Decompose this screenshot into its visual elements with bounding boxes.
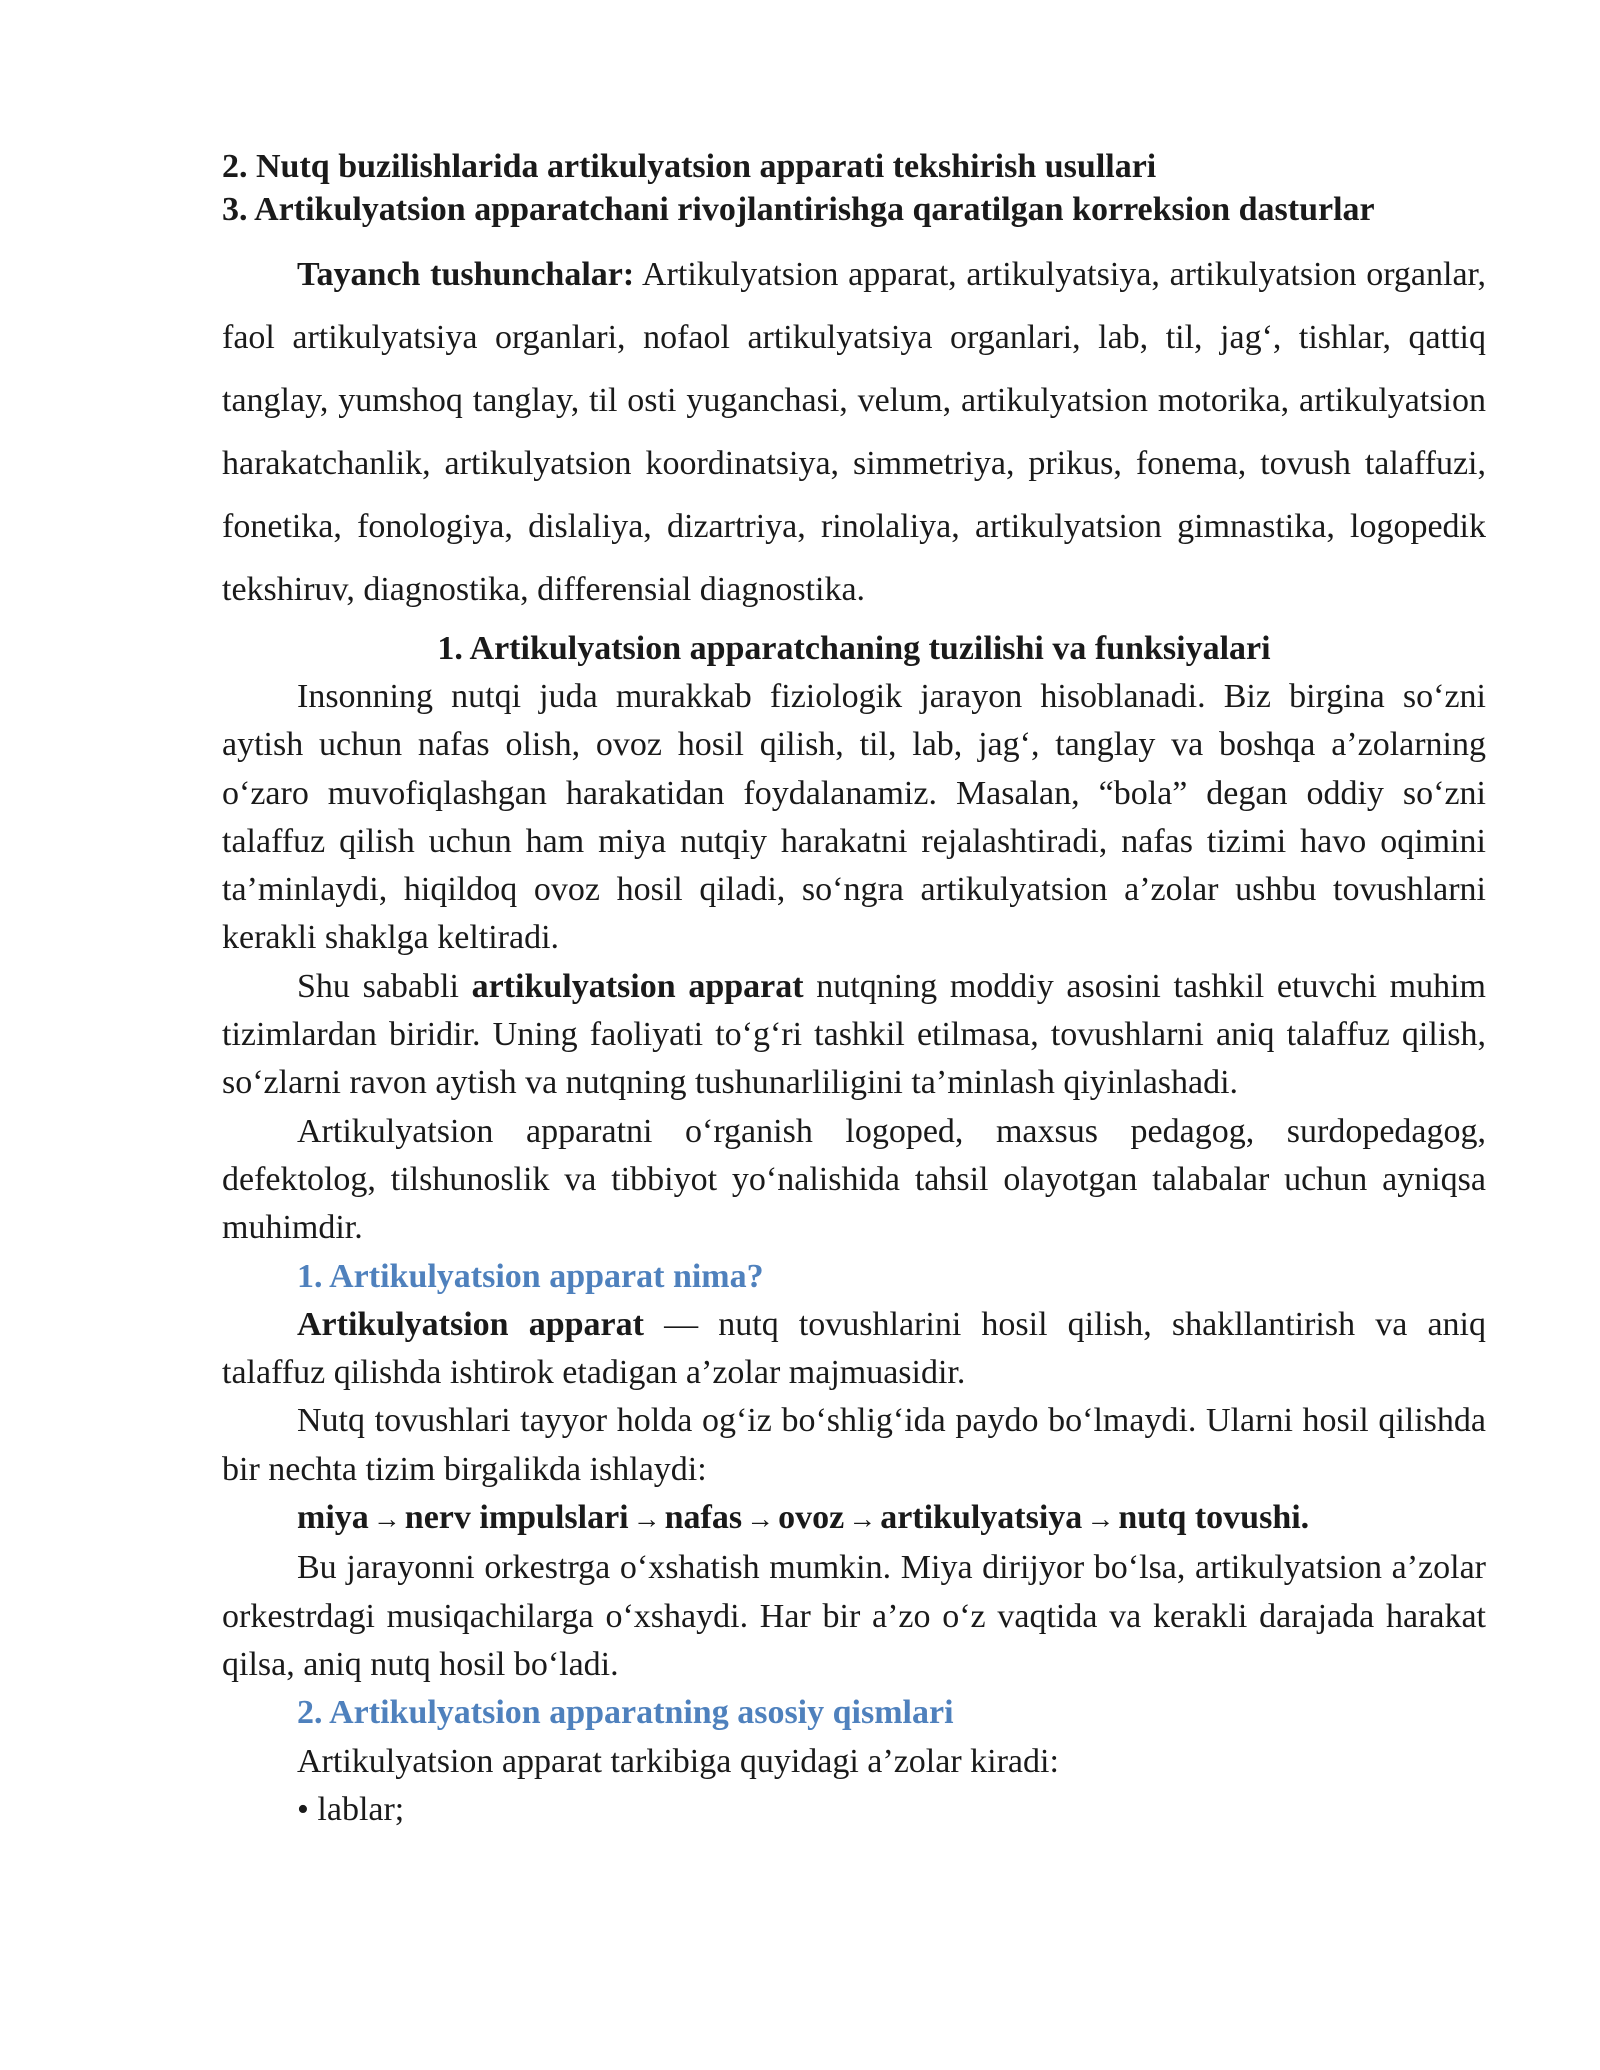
arrow-right-icon: → bbox=[1086, 1504, 1115, 1536]
arrow-right-icon: → bbox=[632, 1504, 661, 1536]
importance-after: nutqning moddiy asosini tashkil etuvchi muhim tizimlardan biridir. Uning faoliyati to‘g‘ri tashkil etilmasa, tovushlarni aniq talaffuz qilish, so‘zlarni ravon aytish va nutqning tushunarliligini ta’minlash qiyinlashadi. bbox=[222, 967, 1487, 1102]
subheading-main-parts: 2. Artikulyatsion apparatning asosiy qismlari bbox=[297, 1694, 954, 1732]
audience-paragraph: Artikulyatsion apparatni o‘rganish logoped, maxsus pedagog, surdopedagog, defektolog, tilshunoslik va tibbiyot yo‘nalishida tahsil olayotgan talabalar uchun ayniqsa muhimdir. bbox=[222, 1112, 1486, 1247]
subheading-what-is: 1. Artikulyatsion apparat nima? bbox=[297, 1257, 764, 1295]
section-heading: 1. Artikulyatsion apparatchaning tuzilishi va funksiyalari bbox=[437, 630, 1271, 667]
flow-step: nerv impulslari bbox=[404, 1499, 629, 1537]
keywords-text: Artikulyatsion apparat, artikulyatsiya, artikulyatsion organlar, faol artikulyatsiya organlari, nofaol artikulyatsiya organlari, lab, til, jag‘, tishlar, qattiq tanglay, yumshoq tanglay, til osti yuganchasi, velum, artikulyatsion motorika, artikulyatsion harakatchanlik, artikulyatsion koordinatsiya, simmetriya, prikus, fonema, tovush talaffuzi, fonetika, fonologiya, dislaliya, dizartriya, rinolaliya, artikulyatsion gimnastika, logopedik tekshiruv, diagnostika, differensial diagnostika. bbox=[222, 256, 1487, 608]
flow-step: miya bbox=[297, 1499, 369, 1537]
definition-text: — nutq tovushlarini hosil qilish, shakllantirish va aniq talaffuz qilishda ishtirok etadigan a’zolar majmuasidir. bbox=[222, 1305, 1486, 1392]
parts-intro-paragraph: Artikulyatsion apparat tarkibiga quyidagi a’zolar kiradi: bbox=[297, 1742, 1059, 1780]
arrow-right-icon: → bbox=[372, 1504, 401, 1536]
plan-item-3: 3. Artikulyatsion apparatchani rivojlantirishga qaratilgan korreksion dasturlar bbox=[222, 191, 1375, 228]
importance-bold-term: artikulyatsion apparat bbox=[471, 967, 804, 1005]
intro-paragraph: Insonning nutqi juda murakkab fiziologik jarayon hisoblanadi. Biz birgina so‘zni aytish uchun nafas olish, ovoz hosil qilish, til, lab, jag‘, tanglay va boshqa a’zolarning o‘zaro muvofiqlashgan harakatidan foydalanamiz. Masalan, “bola” degan oddiy so‘zni talaffuz qilish uchun ham miya nutqiy harakatni rejalashtiradi, nafas tizimi havo oqimini ta’minlaydi, hiqildoq ovoz hosil qiladi, so‘ngra artikulyatsion a’zolar ushbu tovushlarni kerakli shaklga keltiradi. bbox=[222, 678, 1486, 957]
flow-step: nafas bbox=[664, 1499, 743, 1537]
keywords-label: Tayanch tushunchalar: bbox=[297, 256, 635, 293]
flow-step: nutq tovushi. bbox=[1118, 1499, 1310, 1537]
plan-item-2: 2. Nutq buzilishlarida artikulyatsion apparati tekshirish usullari bbox=[222, 148, 1157, 185]
arrow-right-icon: → bbox=[746, 1504, 775, 1536]
importance-before: Shu sababli bbox=[297, 967, 472, 1005]
flow-step: artikulyatsiya bbox=[880, 1499, 1083, 1537]
keywords-paragraph bbox=[222, 243, 1486, 621]
document-page bbox=[222, 145, 1486, 1834]
flow-step: ovoz bbox=[778, 1499, 845, 1537]
orchestra-paragraph: Bu jarayonni orkestrga o‘xshatish mumkin. Miya dirijyor bo‘lsa, artikulyatsion a’zolar orkestrdagi musiqachilarga o‘xshaydi. Har bir a’zo o‘z vaqtida va kerakli darajada harakat qilsa, aniq nutq hosil bo‘ladi. bbox=[222, 1549, 1486, 1683]
definition-term: Artikulyatsion apparat bbox=[297, 1305, 644, 1343]
list-item: • lablar; bbox=[297, 1790, 405, 1828]
importance-paragraph bbox=[222, 963, 1486, 1108]
speech-flow-chain bbox=[222, 1494, 1486, 1544]
systems-paragraph: Nutq tovushlari tayyor holda og‘iz bo‘shlig‘ida paydo bo‘lmaydi. Ularni hosil qilishda bir nechta tizim birgalikda ishlaydi: bbox=[222, 1402, 1486, 1488]
arrow-right-icon: → bbox=[848, 1504, 877, 1536]
definition-paragraph bbox=[222, 1301, 1486, 1398]
